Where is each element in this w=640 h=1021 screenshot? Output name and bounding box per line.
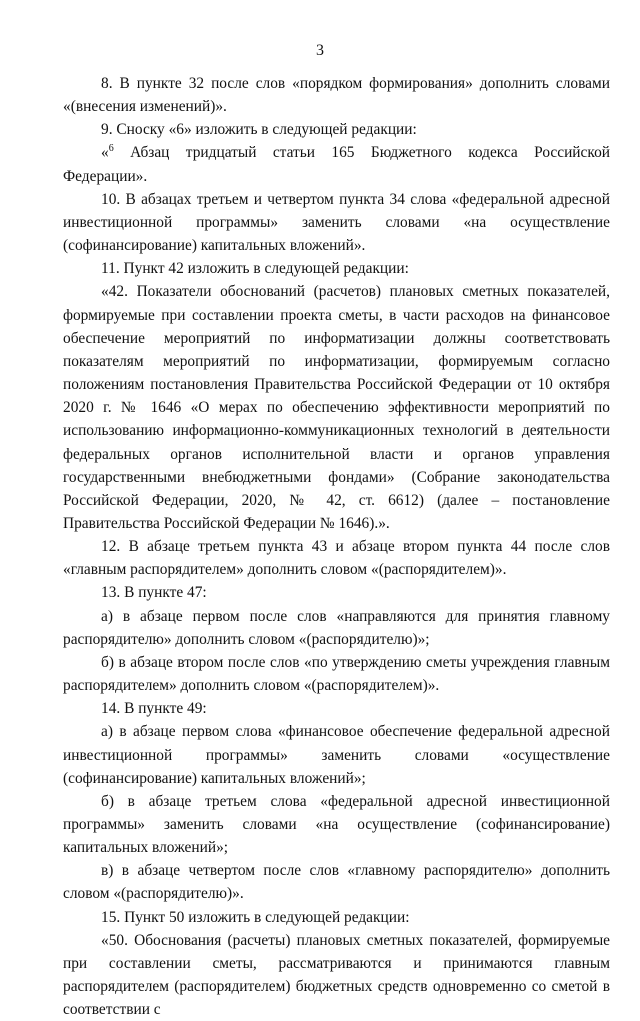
paragraph-12: 12. В абзаце третьем пункта 43 и абзаце втором пункта 44 после слов «главным распорядителем» дополнить словом «(распорядителем)». (63, 538, 610, 579)
paragraph-14a: а) в абзаце первом слова «финансовое обеспечение федеральной адресной инвестиционной программы» заменить словами «осуществление (софинансирование) капитальных вложений»; (63, 723, 610, 787)
paragraph-13b: б) в абзаце втором после слов «по утверждению сметы учреждения главным распорядителем» дополнить словом «(распорядителем)». (63, 653, 610, 695)
paragraph-10: 10. В абзацах третьем и четвертом пункта 34 слова «федеральной адресной инвестиционной программы» заменить словами «на осуществление (софинансирование) капитальных вложений». (63, 190, 610, 255)
paragraph-42: «42. Показатели обоснований (расчетов) плановых сметных показателей, формируемые при составлении проекта сметы, в части расходов на финансовое обеспечение мероприятий по информатизации должны соответствовать показателям мероприятий по информатизации, формируемым согласно положениям постановления Правительства Российской Федерации от 10 октября 2020 г. № 1646 «О мерах по обеспечению эффективности мероприятий по использованию информационно-коммуникационных технологий в деятельности федеральных органов исполнительной власти и органов управления государственными внебюджетными фондами» (Собрание законодательства Российской Федерации, 2020, № 42, ст. 6612) (далее – постановление Правительства Российской Федерации № 1646).». (63, 283, 610, 532)
paragraph-13a: а) в абзаце первом после слов «направляются для принятия главному распорядителю» дополнить словом «(распорядителю)»; (63, 607, 610, 648)
paragraph-14: 14. В пункте 49: (101, 700, 207, 718)
quote-open: « (101, 144, 109, 162)
paragraph-13: 13. В пункте 47: (101, 584, 207, 602)
document-body (63, 72, 610, 1021)
footnote-marker: 6 (108, 143, 114, 155)
paragraph-50: «50. Обоснования (расчеты) плановых сметных показателей, формируемые при составлении сметы, рассматриваются и принимаются главным распорядителем (распорядителем) бюджетных средств одновременно со сметой в соответствии с (63, 931, 610, 1019)
page-number: 3 (316, 42, 324, 59)
paragraph-9: 9. Сноску «6» изложить в следующей редакции: (101, 121, 417, 139)
paragraph-15: 15. Пункт 50 изложить в следующей редакции: (101, 908, 410, 926)
paragraph-11: 11. Пункт 42 изложить в следующей редакции: (101, 260, 409, 278)
paragraph-14b: б) в абзаце третьем слова «федеральной адресной инвестиционной программы» заменить словами «на осуществление (софинансирование) капитальных вложений»; (63, 792, 610, 857)
paragraph-8: 8. В пункте 32 после слов «порядком формирования» дополнить словами «(внесения изменений)». (63, 75, 610, 116)
footnote-text: Абзац тридцатый статьи 165 Бюджетного кодекса Российской Федерации». (63, 144, 610, 185)
paragraph-footnote-6 (63, 141, 610, 187)
paragraph-14c: в) в абзаце четвертом после слов «главному распорядителю» дополнить словом «(распорядителю)». (63, 862, 610, 903)
